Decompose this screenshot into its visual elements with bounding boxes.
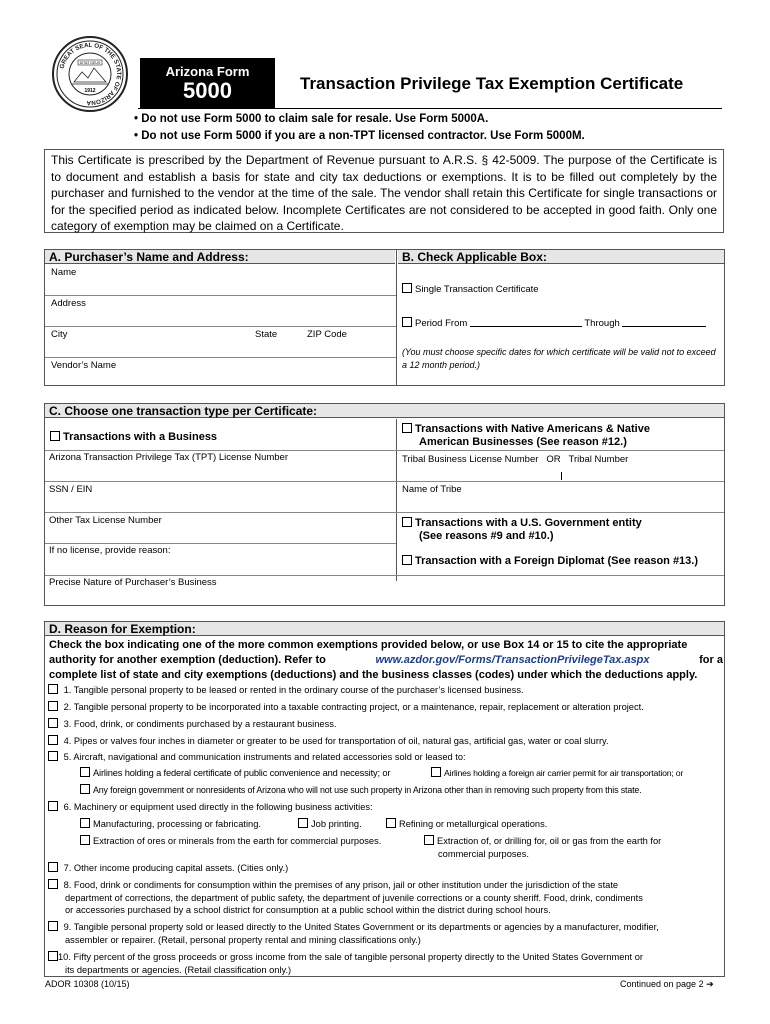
us-government-label: Transactions with a U.S. Government entity [415, 517, 642, 529]
address-label: Address [51, 298, 86, 309]
reason-9-text-2: assembler or repairer. (Retail, personal property rental and mining classifications only.) [65, 934, 421, 945]
reason-7[interactable] [48, 862, 288, 875]
section-a-title: A. Purchaser’s Name and Address: [45, 250, 395, 264]
reason-5a-checkbox[interactable] [80, 767, 90, 777]
reason-5-checkbox[interactable] [48, 751, 58, 761]
period-from-label: Period From [415, 318, 468, 329]
reason-6e-checkbox[interactable] [424, 835, 434, 845]
tribal-license-text: Tribal Business License Number [402, 454, 539, 465]
reason-9[interactable] [48, 921, 724, 946]
section-ab-divider [396, 250, 397, 385]
tpt-license-label: Arizona Transaction Privilege Tax (TPT) License Number [49, 452, 289, 463]
reason-4-checkbox[interactable] [48, 735, 58, 745]
reason-10-checkbox[interactable] [48, 951, 58, 961]
reason-5b-checkbox[interactable] [431, 767, 441, 777]
reason-6b[interactable] [298, 818, 362, 831]
vendor-name-field[interactable] [47, 358, 395, 384]
single-transaction-checkbox[interactable] [402, 283, 412, 293]
foreign-diplomat-checkbox[interactable] [402, 555, 412, 565]
reason-3-text: 3. Food, drink, or condiments purchased by a restaurant business. [63, 719, 337, 729]
period-option[interactable] [402, 317, 706, 329]
reason-6e[interactable] [424, 835, 661, 860]
reason-5[interactable] [48, 751, 466, 764]
foreign-diplomat-option[interactable] [402, 555, 698, 567]
reason-6e-text-2: commercial purposes. [438, 848, 529, 859]
azdor-link[interactable]: www.azdor.gov/Forms/TransactionPrivilegeTax.aspx [375, 654, 650, 666]
tribe-name-label: Name of Tribe [402, 484, 462, 495]
reason-6d[interactable] [80, 835, 381, 848]
seal-text: GREAT SEAL OF THE STATE OF ARIZONA [58, 41, 123, 107]
reason-10-text-2: its departments or agencies. (Retail classification only.) [65, 964, 292, 975]
nature-of-business-field[interactable] [47, 576, 723, 604]
tribal-number-text: Tribal Number [568, 454, 629, 465]
section-ab [44, 249, 725, 386]
reason-8-text-2: department of corrections, the department of public safety, the department of juvenile corrections or a county sheriff. Food, drink, condiments [65, 892, 643, 903]
reason-6c[interactable] [386, 818, 547, 831]
instructions-line-2 [49, 653, 723, 668]
section-c [44, 403, 725, 606]
reason-4-text: 4. Pipes or valves four inches in diameter or greater to be used for transportation of oil, natural gas, artificial gas, water or coal slurry. [63, 736, 609, 746]
reason-6d-checkbox[interactable] [80, 835, 90, 845]
section-c-divider [396, 419, 397, 581]
through-label: Through [584, 318, 620, 329]
business-checkbox[interactable] [50, 431, 60, 441]
business-option[interactable] [50, 431, 217, 443]
reason-6b-checkbox[interactable] [298, 818, 308, 828]
header-rule [138, 108, 722, 109]
reason-6c-text: Refining or metallurgical operations. [399, 819, 548, 829]
address-field[interactable] [47, 296, 395, 325]
form-number: 5000 [183, 78, 232, 103]
us-government-checkbox[interactable] [402, 517, 412, 527]
tribal-license-field[interactable] [398, 451, 723, 480]
reason-6-checkbox[interactable] [48, 801, 58, 811]
reason-9-text: 9. Tangible personal property sold or leased directly to the United States Government or its departments or agencies by a manufacturer, modifier, [63, 922, 659, 932]
ssn-ein-field[interactable] [47, 482, 395, 511]
tpt-license-field[interactable] [47, 451, 395, 480]
bullet-contractor: • Do not use Form 5000 if you are a non-TPT licensed contractor. Use Form 5000M. [134, 130, 585, 142]
seal-motto: DITAT DEUS [79, 61, 101, 65]
reason-6a[interactable] [80, 818, 261, 831]
purchaser-name-field[interactable] [47, 265, 395, 295]
tribe-name-field[interactable] [398, 482, 723, 511]
state-seal [52, 36, 128, 112]
reason-1[interactable] [48, 684, 524, 697]
reason-6a-text: Manufacturing, processing or fabricating. [93, 819, 261, 829]
ssn-ein-label: SSN / EIN [49, 484, 93, 495]
single-transaction-option[interactable] [402, 283, 539, 295]
reason-2-text: 2. Tangible personal property to be incorporated into a taxable contracting project, or a maintenance, repair, replacement or alteration project. [63, 702, 644, 712]
reason-5c-text: Any foreign government or nonresidents of Arizona who will not use such property in Arizona other than in removing such property from this state. [93, 785, 642, 795]
reason-7-text: 7. Other income producing capital assets. (Cities only.) [63, 863, 289, 873]
reason-6e-text: Extraction of, or drilling for, oil or gas from the earth for [437, 836, 662, 846]
reason-1-text: 1. Tangible personal property to be leased or rented in the ordinary course of the purchaser’s licensed business. [63, 685, 524, 695]
reason-9-checkbox[interactable] [48, 921, 58, 931]
reason-6-text: 6. Machinery or equipment used directly in the following business activities: [63, 802, 373, 812]
no-license-reason-label: If no license, provide reason: [49, 545, 171, 556]
reason-3-checkbox[interactable] [48, 718, 58, 728]
period-through-field[interactable] [622, 317, 706, 327]
reason-8-text: 8. Food, drink or condiments for consumption within the premises of any prison, jail or other institution under the jurisdiction of the state [63, 880, 619, 890]
reason-6[interactable] [48, 801, 373, 814]
form-number-box [140, 58, 275, 108]
reason-6c-checkbox[interactable] [386, 818, 396, 828]
reason-5a[interactable] [80, 767, 390, 780]
reason-5b[interactable] [431, 767, 683, 780]
seal-graphic [54, 38, 126, 110]
us-government-option[interactable] [402, 517, 642, 543]
native-american-checkbox[interactable] [402, 423, 412, 433]
continued-note: Continued on page 2 ➔ [620, 979, 714, 989]
reason-4[interactable] [48, 735, 609, 748]
footer-rule [44, 976, 725, 977]
reason-8-checkbox[interactable] [48, 879, 58, 889]
reason-7-checkbox[interactable] [48, 862, 58, 872]
reason-2[interactable] [48, 701, 644, 714]
reason-8[interactable] [48, 879, 724, 917]
reason-2-checkbox[interactable] [48, 701, 58, 711]
reason-5c[interactable] [80, 784, 642, 797]
reason-1-checkbox[interactable] [48, 684, 58, 694]
rule [396, 512, 724, 513]
state-label: State [255, 329, 278, 340]
native-american-option[interactable] [402, 423, 650, 449]
no-license-reason-field[interactable] [47, 544, 395, 574]
city-state-zip-field[interactable] [47, 327, 395, 356]
reason-5b-text: Airlines holding a foreign air carrier permit for air transportation; or [444, 768, 684, 778]
reason-5c-checkbox[interactable] [80, 784, 90, 794]
reason-6b-text: Job printing. [311, 819, 362, 829]
reason-10[interactable] [48, 951, 724, 976]
purchaser-name-label: Name [51, 267, 77, 278]
bullet-contractor-text: Do not use Form 5000 if you are a non-TPT licensed contractor. Use Form 5000M. [141, 130, 585, 142]
bullet-resale-text: Do not use Form 5000 to claim sale for resale. Use Form 5000A. [141, 113, 489, 125]
instructions-line-1: Check the box indicating one of the more common exemptions provided below, or use Box 14 or 15 to cite the appropriate [49, 639, 688, 651]
other-license-label: Other Tax License Number [49, 515, 162, 526]
certificate-intro: This Certificate is prescribed by the Department of Revenue pursuant to A.R.S. § 42-5009. The purpose of the Certificate is to document and establish a basis for state and city tax deductions or exemptions. It is to be filled out completely by the purchaser and furnished to the vendor at the time of the sale. The vendor shall retain this Certificate for single transactions or for the specified period as indicated below. Incomplete Certificates are not considered to be accepted in good faith. Only one category of exemption may be claimed on a Certificate. [44, 149, 724, 233]
period-from-field[interactable] [470, 317, 582, 327]
instructions-line-3: complete list of state and city exemptions (deductions) and the business classes (codes) under which the deductions apply. [49, 669, 698, 681]
zip-label: ZIP Code [307, 329, 347, 340]
business-label: Transactions with a Business [63, 431, 218, 443]
section-b-title: B. Check Applicable Box: [398, 250, 724, 264]
instructions-for-a: for a [699, 654, 723, 666]
single-transaction-label: Single Transaction Certificate [415, 284, 539, 295]
nature-of-business-label: Precise Nature of Purchaser’s Business [49, 577, 217, 588]
reason-6a-checkbox[interactable] [80, 818, 90, 828]
foreign-diplomat-label: Transaction with a Foreign Diplomat (See reason #13.) [415, 555, 699, 567]
native-american-label-2: American Businesses (See reason #12.) [419, 436, 627, 448]
period-checkbox[interactable] [402, 317, 412, 327]
section-d-instructions [49, 638, 723, 683]
period-note: (You must choose specific dates for which certificate will be valid not to exceed a 12 month period.) [402, 347, 716, 370]
form-title: Transaction Privilege Tax Exemption Certificate [300, 74, 684, 93]
form-label: Arizona Form [165, 64, 250, 79]
city-label: City [51, 329, 68, 340]
reason-10-text: 10. Fifty percent of the gross proceeds or gross income from the sale of tangible personal property directly to the United States Government or [58, 952, 643, 962]
reason-3[interactable] [48, 718, 336, 731]
form-code: ADOR 10308 (10/15) [45, 979, 130, 989]
bullet-resale: • Do not use Form 5000 to claim sale for resale. Use Form 5000A. [134, 113, 489, 125]
vendor-name-label: Vendor’s Name [51, 360, 117, 371]
section-c-title: C. Choose one transaction type per Certificate: [45, 404, 724, 418]
reason-8-text-3: or accessories purchased by a school district for consumption at a public school within the district during school hours. [65, 905, 551, 915]
reason-5-text: 5. Aircraft, navigational and communication instruments and related accessories sold or leased to: [63, 752, 466, 762]
reason-6d-text: Extraction of ores or minerals from the earth for commercial purposes. [93, 836, 382, 846]
seal-year: 1912 [84, 88, 96, 94]
other-license-field[interactable] [47, 513, 395, 542]
instructions-refer: authority for another exemption (deduction). Refer to [49, 654, 326, 666]
native-american-label: Transactions with Native Americans & Native [415, 423, 650, 435]
us-government-label-2: (See reasons #9 and #10.) [419, 530, 554, 542]
reason-5a-text: Airlines holding a federal certificate of public convenience and necessity; or [93, 768, 391, 778]
or-text: OR [546, 454, 561, 465]
section-d-title: D. Reason for Exemption: [45, 622, 724, 636]
